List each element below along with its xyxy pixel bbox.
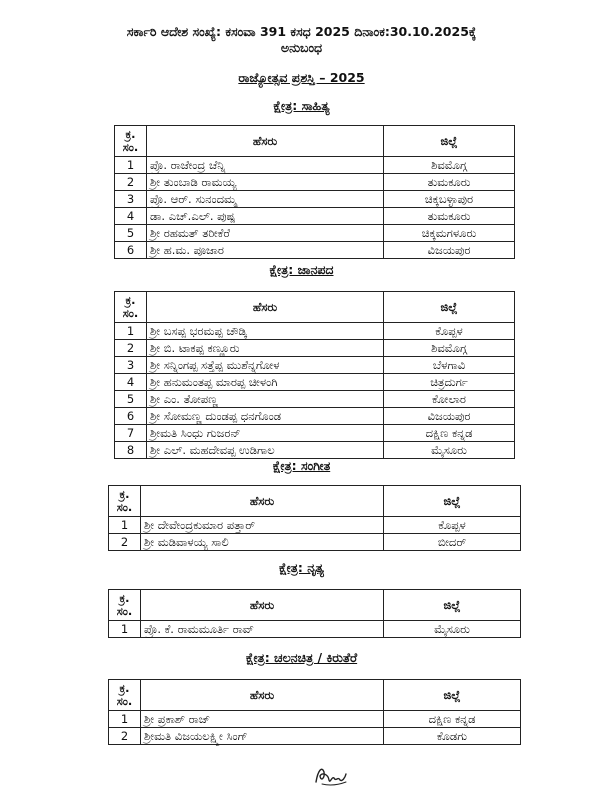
serial-number-header-line2: ಸಂ.	[122, 306, 139, 320]
district-cell: ವಿಜಯಪುರ	[384, 408, 515, 425]
district-cell: ಬೆಳಗಾವಿ	[384, 357, 515, 374]
serial-number-header-line1: ಕ್ರ.	[125, 293, 136, 307]
table-header-row	[109, 680, 521, 711]
awardee-name-cell: ಶ್ರೀ ಪ್ರಕಾಶ್ ರಾಜ್	[141, 711, 384, 728]
section-title: ಕ್ಷೇತ್ರ: ಚಲನಚಿತ್ರ / ಕಿರುತೆರೆ	[245, 650, 358, 665]
awardee-name-cell: ಶ್ರೀ ಸನ್ನಿಂಗಪ್ಪ ಸತ್ತೆಪ್ಪ ಮುಶೆನ್ನಗೋಳ	[147, 357, 384, 374]
signature	[312, 762, 350, 788]
serial-number-cell: 6	[115, 408, 147, 425]
table-row	[109, 728, 521, 745]
district-cell: ಚಿಕ್ಕಬಳ್ಳಾಪುರ	[384, 191, 515, 208]
awardee-name-cell: ಶ್ರೀ ಮಡಿವಾಳಯ್ಯ ಸಾಲಿ	[141, 534, 384, 551]
serial-number-cell: 4	[115, 374, 147, 391]
serial-number-cell: 2	[109, 534, 141, 551]
district-cell: ಮೈಸೂರು	[384, 621, 521, 638]
awardee-name-cell: ಶ್ರೀ ದೇವೇಂದ್ರಕುಮಾರ ಪತ್ತಾರ್	[141, 517, 384, 534]
serial-number-cell: 1	[109, 621, 141, 638]
awardee-name-cell: ಶ್ರೀ ಬಸಪ್ಪ ಭರಮಪ್ಪ ಚೌಡ್ಕಿ	[147, 323, 384, 340]
district-header: ಜಿಲ್ಲೆ	[384, 680, 521, 711]
table-header-row	[115, 126, 515, 157]
table-row	[115, 157, 515, 174]
table-header-row	[115, 292, 515, 323]
table-row	[115, 208, 515, 225]
serial-number-cell: 3	[115, 357, 147, 374]
awardee-name-cell: ಶ್ರೀಮತಿ ವಿಜಯಲಕ್ಷ್ಮೀ ಸಿಂಗ್	[141, 728, 384, 745]
awardee-name-cell: ಪ್ರೊ. ಆರ್. ಸುನಂದಮ್ಮ	[147, 191, 384, 208]
awardee-table	[108, 589, 521, 638]
name-header: ಹೆಸರು	[147, 292, 384, 323]
district-cell: ದಕ್ಷಿಣ ಕನ್ನಡ	[384, 425, 515, 442]
table-row	[115, 174, 515, 191]
serial-number-cell: 8	[115, 442, 147, 459]
serial-number-cell: 6	[115, 242, 147, 259]
awardee-name-cell: ಪ್ರೊ. ರಾಜೇಂದ್ರ ಚೆನ್ನಿ	[147, 157, 384, 174]
section-title: ಕ್ಷೇತ್ರ: ಸಾಹಿತ್ಯ	[273, 98, 330, 113]
table-row	[115, 225, 515, 242]
table-header-row	[109, 590, 521, 621]
awardee-name-cell: ಶ್ರೀ ರಹಮತ್ ತರೀಕೆರೆ	[147, 225, 384, 242]
serial-number-header	[109, 590, 141, 621]
awardee-table	[108, 485, 521, 551]
serial-number-header	[115, 292, 147, 323]
section-title: ಕ್ಷೇತ್ರ: ಜಾನಪದ	[269, 262, 334, 277]
serial-number-header-line1: ಕ್ರ.	[119, 681, 130, 695]
table-row	[109, 621, 521, 638]
serial-number-cell: 1	[115, 323, 147, 340]
table-row	[115, 340, 515, 357]
serial-number-header-line2: ಸಂ.	[116, 694, 133, 708]
serial-number-cell: 1	[109, 711, 141, 728]
table-header-row	[109, 486, 521, 517]
awardee-name-cell: ಶ್ರೀಮತಿ ಸಿಂಧು ಗುಜರನ್	[147, 425, 384, 442]
annexure-label: ಅನುಬಂಧ	[280, 40, 323, 55]
serial-number-header	[115, 126, 147, 157]
table-row	[115, 323, 515, 340]
serial-number-header-line1: ಕ್ರ.	[119, 487, 130, 501]
serial-number-cell: 2	[109, 728, 141, 745]
serial-number-cell: 3	[115, 191, 147, 208]
district-cell: ತುಮಕೂರು	[384, 208, 515, 225]
district-cell: ಶಿವಮೊಗ್ಗ	[384, 157, 515, 174]
awardee-name-cell: ಶ್ರೀ ಎಲ್. ಮಹದೇವಪ್ಪ ಉಡಿಗಾಲ	[147, 442, 384, 459]
awardee-table	[114, 125, 515, 259]
table-row	[115, 408, 515, 425]
serial-number-cell: 4	[115, 208, 147, 225]
district-header: ಜಿಲ್ಲೆ	[384, 292, 515, 323]
name-header: ಹೆಸರು	[141, 680, 384, 711]
serial-number-cell: 1	[115, 157, 147, 174]
table-row	[115, 374, 515, 391]
table-row	[115, 425, 515, 442]
serial-number-header	[109, 486, 141, 517]
serial-number-header	[109, 680, 141, 711]
awardee-name-cell: ಶ್ರೀ ಬಿ. ಟಾಕಪ್ಪ ಕಣ್ಣೂರು	[147, 340, 384, 357]
name-header: ಹೆಸರು	[147, 126, 384, 157]
district-header: ಜಿಲ್ಲೆ	[384, 126, 515, 157]
serial-number-cell: 5	[115, 391, 147, 408]
table-row	[109, 711, 521, 728]
awardee-name-cell: ಶ್ರೀ ತುಂಬಾಡಿ ರಾಮಯ್ಯ	[147, 174, 384, 191]
table-row	[109, 534, 521, 551]
table-row	[115, 391, 515, 408]
district-cell: ದಕ್ಷಿಣ ಕನ್ನಡ	[384, 711, 521, 728]
serial-number-header-line2: ಸಂ.	[122, 140, 139, 154]
serial-number-header-line2: ಸಂ.	[116, 500, 133, 514]
table-row	[115, 442, 515, 459]
district-cell: ಕೊಪ್ಪಳ	[384, 323, 515, 340]
district-cell: ಕೋಲಾರ	[384, 391, 515, 408]
district-cell: ತುಮಕೂರು	[384, 174, 515, 191]
name-header: ಹೆಸರು	[141, 486, 384, 517]
serial-number-cell: 1	[109, 517, 141, 534]
section-title: ಕ್ಷೇತ್ರ: ನೃತ್ಯ	[279, 560, 324, 575]
district-cell: ಚಿಕ್ಕಮಗಳೂರು	[384, 225, 515, 242]
serial-number-cell: 5	[115, 225, 147, 242]
award-title: ರಾಜ್ಯೋತ್ಸವ ಪ್ರಶಸ್ತಿ – 2025	[238, 70, 365, 85]
district-header: ಜಿಲ್ಲೆ	[384, 590, 521, 621]
serial-number-header-line1: ಕ್ರ.	[125, 127, 136, 141]
serial-number-header-line2: ಸಂ.	[116, 604, 133, 618]
table-row	[115, 242, 515, 259]
serial-number-cell: 2	[115, 340, 147, 357]
serial-number-header-line1: ಕ್ರ.	[119, 591, 130, 605]
district-header: ಜಿಲ್ಲೆ	[384, 486, 521, 517]
table-row	[115, 357, 515, 374]
awardee-name-cell: ಡಾ. ಎಚ್.ಎಲ್. ಪುಷ್ಪ	[147, 208, 384, 225]
district-cell: ಬೀದರ್	[384, 534, 521, 551]
awardee-table	[114, 291, 515, 459]
order-reference-line: ಸರ್ಕಾರಿ ಆದೇಶ ಸಂಖ್ಯೆ: ಕಸಂವಾ 391 ಕಸಧ 2025 ದಿನಾಂಕ:30.10.2025ಕ್ಕೆ	[126, 24, 477, 39]
district-cell: ಶಿವಮೊಗ್ಗ	[384, 340, 515, 357]
awardee-name-cell: ಪ್ರೊ. ಕೆ. ರಾಮಮೂರ್ತಿ ರಾವ್	[141, 621, 384, 638]
district-cell: ಮೈಸೂರು	[384, 442, 515, 459]
table-row	[115, 191, 515, 208]
awardee-name-cell: ಶ್ರೀ ಹ.ಮ. ಪೂಜಾರ	[147, 242, 384, 259]
section-title: ಕ್ಷೇತ್ರ: ಸಂಗೀತ	[272, 458, 331, 473]
district-cell: ವಿಜಯಪುರ	[384, 242, 515, 259]
table-row	[109, 517, 521, 534]
awardee-name-cell: ಶ್ರೀ ಸೋಮಣ್ಣ ದುಂಡಪ್ಪ ಧನಗೊಂಡ	[147, 408, 384, 425]
district-cell: ಚಿತ್ರದುರ್ಗ	[384, 374, 515, 391]
awardee-name-cell: ಶ್ರೀ ಎಂ. ತೋಪಣ್ಣ	[147, 391, 384, 408]
district-cell: ಕೊಡಗು	[384, 728, 521, 745]
name-header: ಹೆಸರು	[141, 590, 384, 621]
serial-number-cell: 7	[115, 425, 147, 442]
awardee-name-cell: ಶ್ರೀ ಹನುಮಂತಪ್ಪ ಮಾರಪ್ಪ ಚೀಳಂಗಿ	[147, 374, 384, 391]
district-cell: ಕೊಪ್ಪಳ	[384, 517, 521, 534]
awardee-table	[108, 679, 521, 745]
serial-number-cell: 2	[115, 174, 147, 191]
